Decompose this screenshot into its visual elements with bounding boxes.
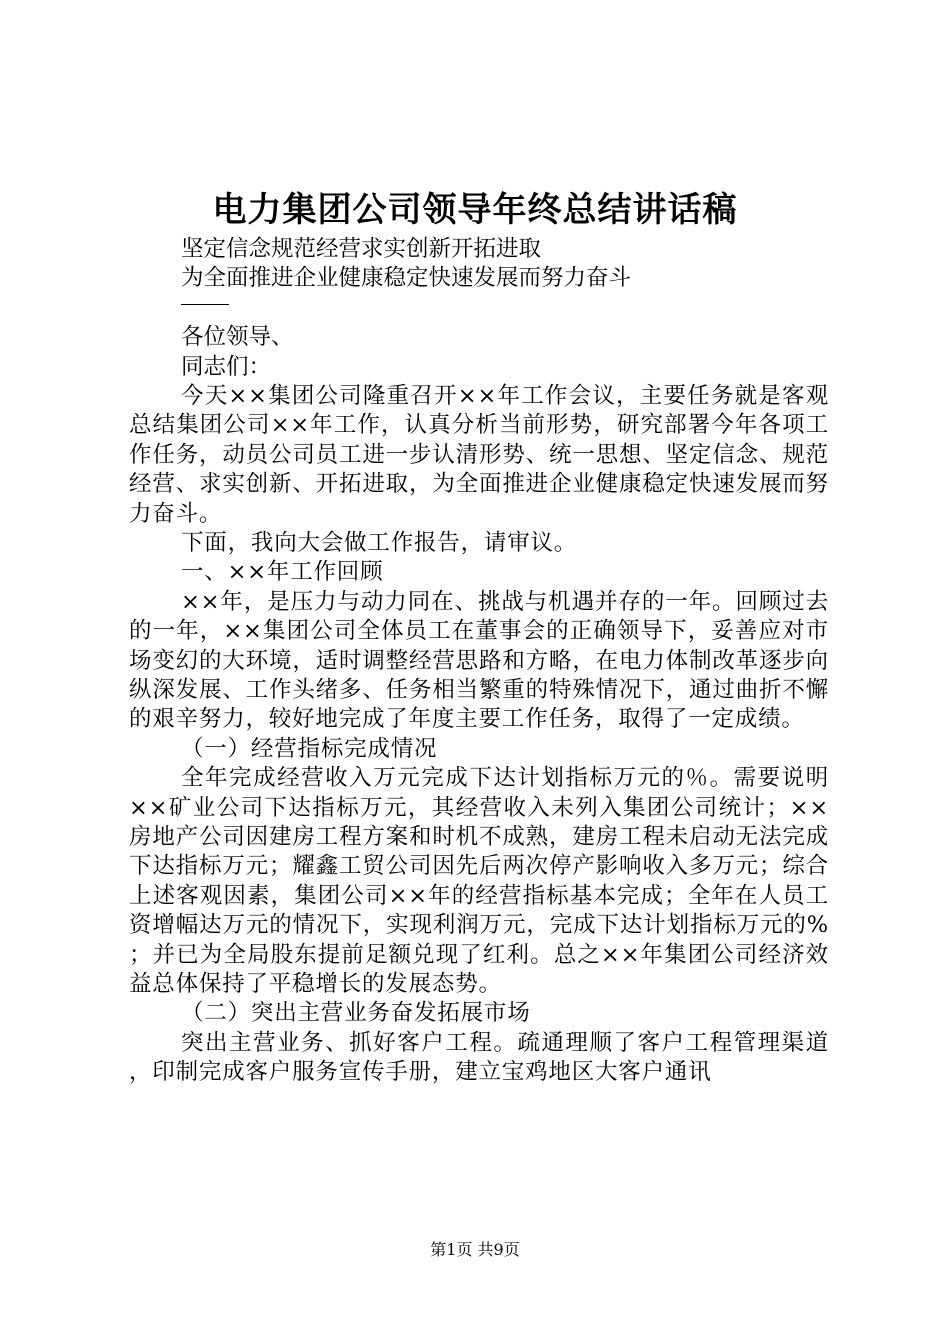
subsection-heading-2: （二）突出主营业务奋发拓展市场 — [181, 1000, 531, 1027]
subsection-text-2: 突出主营业务、抓好客户工程。疏通理顺了客户工程管理渠道，印制完成客户服务宣传手册，建立宝鸡地区大客户通讯 — [129, 1029, 829, 1086]
opening-paragraph: 今天××集团公司隆重召开××年工作会议，主要任务就是客观总结集团公司××年工作，认真分析当前形势，研究部署今年各项工作任务，动员公司员工进一步认清形势、统一思想、坚定信念、规范经营、求实创新、开拓进取，为全面推进企业健康稳定快速发展而努力奋斗。 — [129, 382, 829, 527]
salutation-line-2: 同志们： — [181, 353, 272, 380]
section-intro-paragraph: ××年，是压力与动力同在、挑战与机遇并存的一年。回顾过去的一年，××集团公司全体员工在董事会的正确领导下，妥善应对市场变幻的大环境，适时调整经营思路和方略，在电力体制改革逐步向纵深发展、工作头绪多、任务相当繁重的特殊情况下，通过曲折不懈的艰辛努力，较好地完成了年度主要工作任务，取得了一定成绩。 — [129, 588, 829, 733]
report-intro-paragraph: 下面，我向大会做工作报告，请审议。 — [181, 529, 578, 556]
document-title: 电力集团公司领导年终总结讲话稿 — [212, 190, 738, 230]
subtitle-line-1: 坚定信念规范经营求实创新开拓进取 — [181, 236, 542, 262]
dash-separator — [129, 294, 829, 323]
subsection-text-1: 全年完成经营收入万元完成下达计划指标万元的％。需要说明××矿业公司下达指标万元，其经营收入未列入集团公司统计；××房地产公司因建房工程方案和时机不成熟，建房工程未启动无法完成下达指标万元；耀鑫工贸公司因先后两次停产影响收入多万元；综合上述客观因素，集团公司××年的经营指标基本完成；全年在人员工资增幅达万元的情况下，实现利润万元，完成下达计划指标万元的%；并已为全局股东提前足额兑现了红利。总之××年集团公司经济效益总体保持了平稳增长的发展态势。 — [129, 765, 829, 998]
page-footer: 第1页 共9页 — [430, 1240, 520, 1259]
document-body — [129, 235, 829, 1088]
subsection-heading-1: （一）经营指标完成情况 — [181, 735, 438, 762]
salutation-line-1: 各位领导、 — [181, 324, 294, 351]
section-heading: 一、××年工作回顾 — [181, 559, 384, 586]
subtitle-line-2: 为全面推进企业健康稳定快速发展而努力奋斗 — [181, 265, 632, 292]
